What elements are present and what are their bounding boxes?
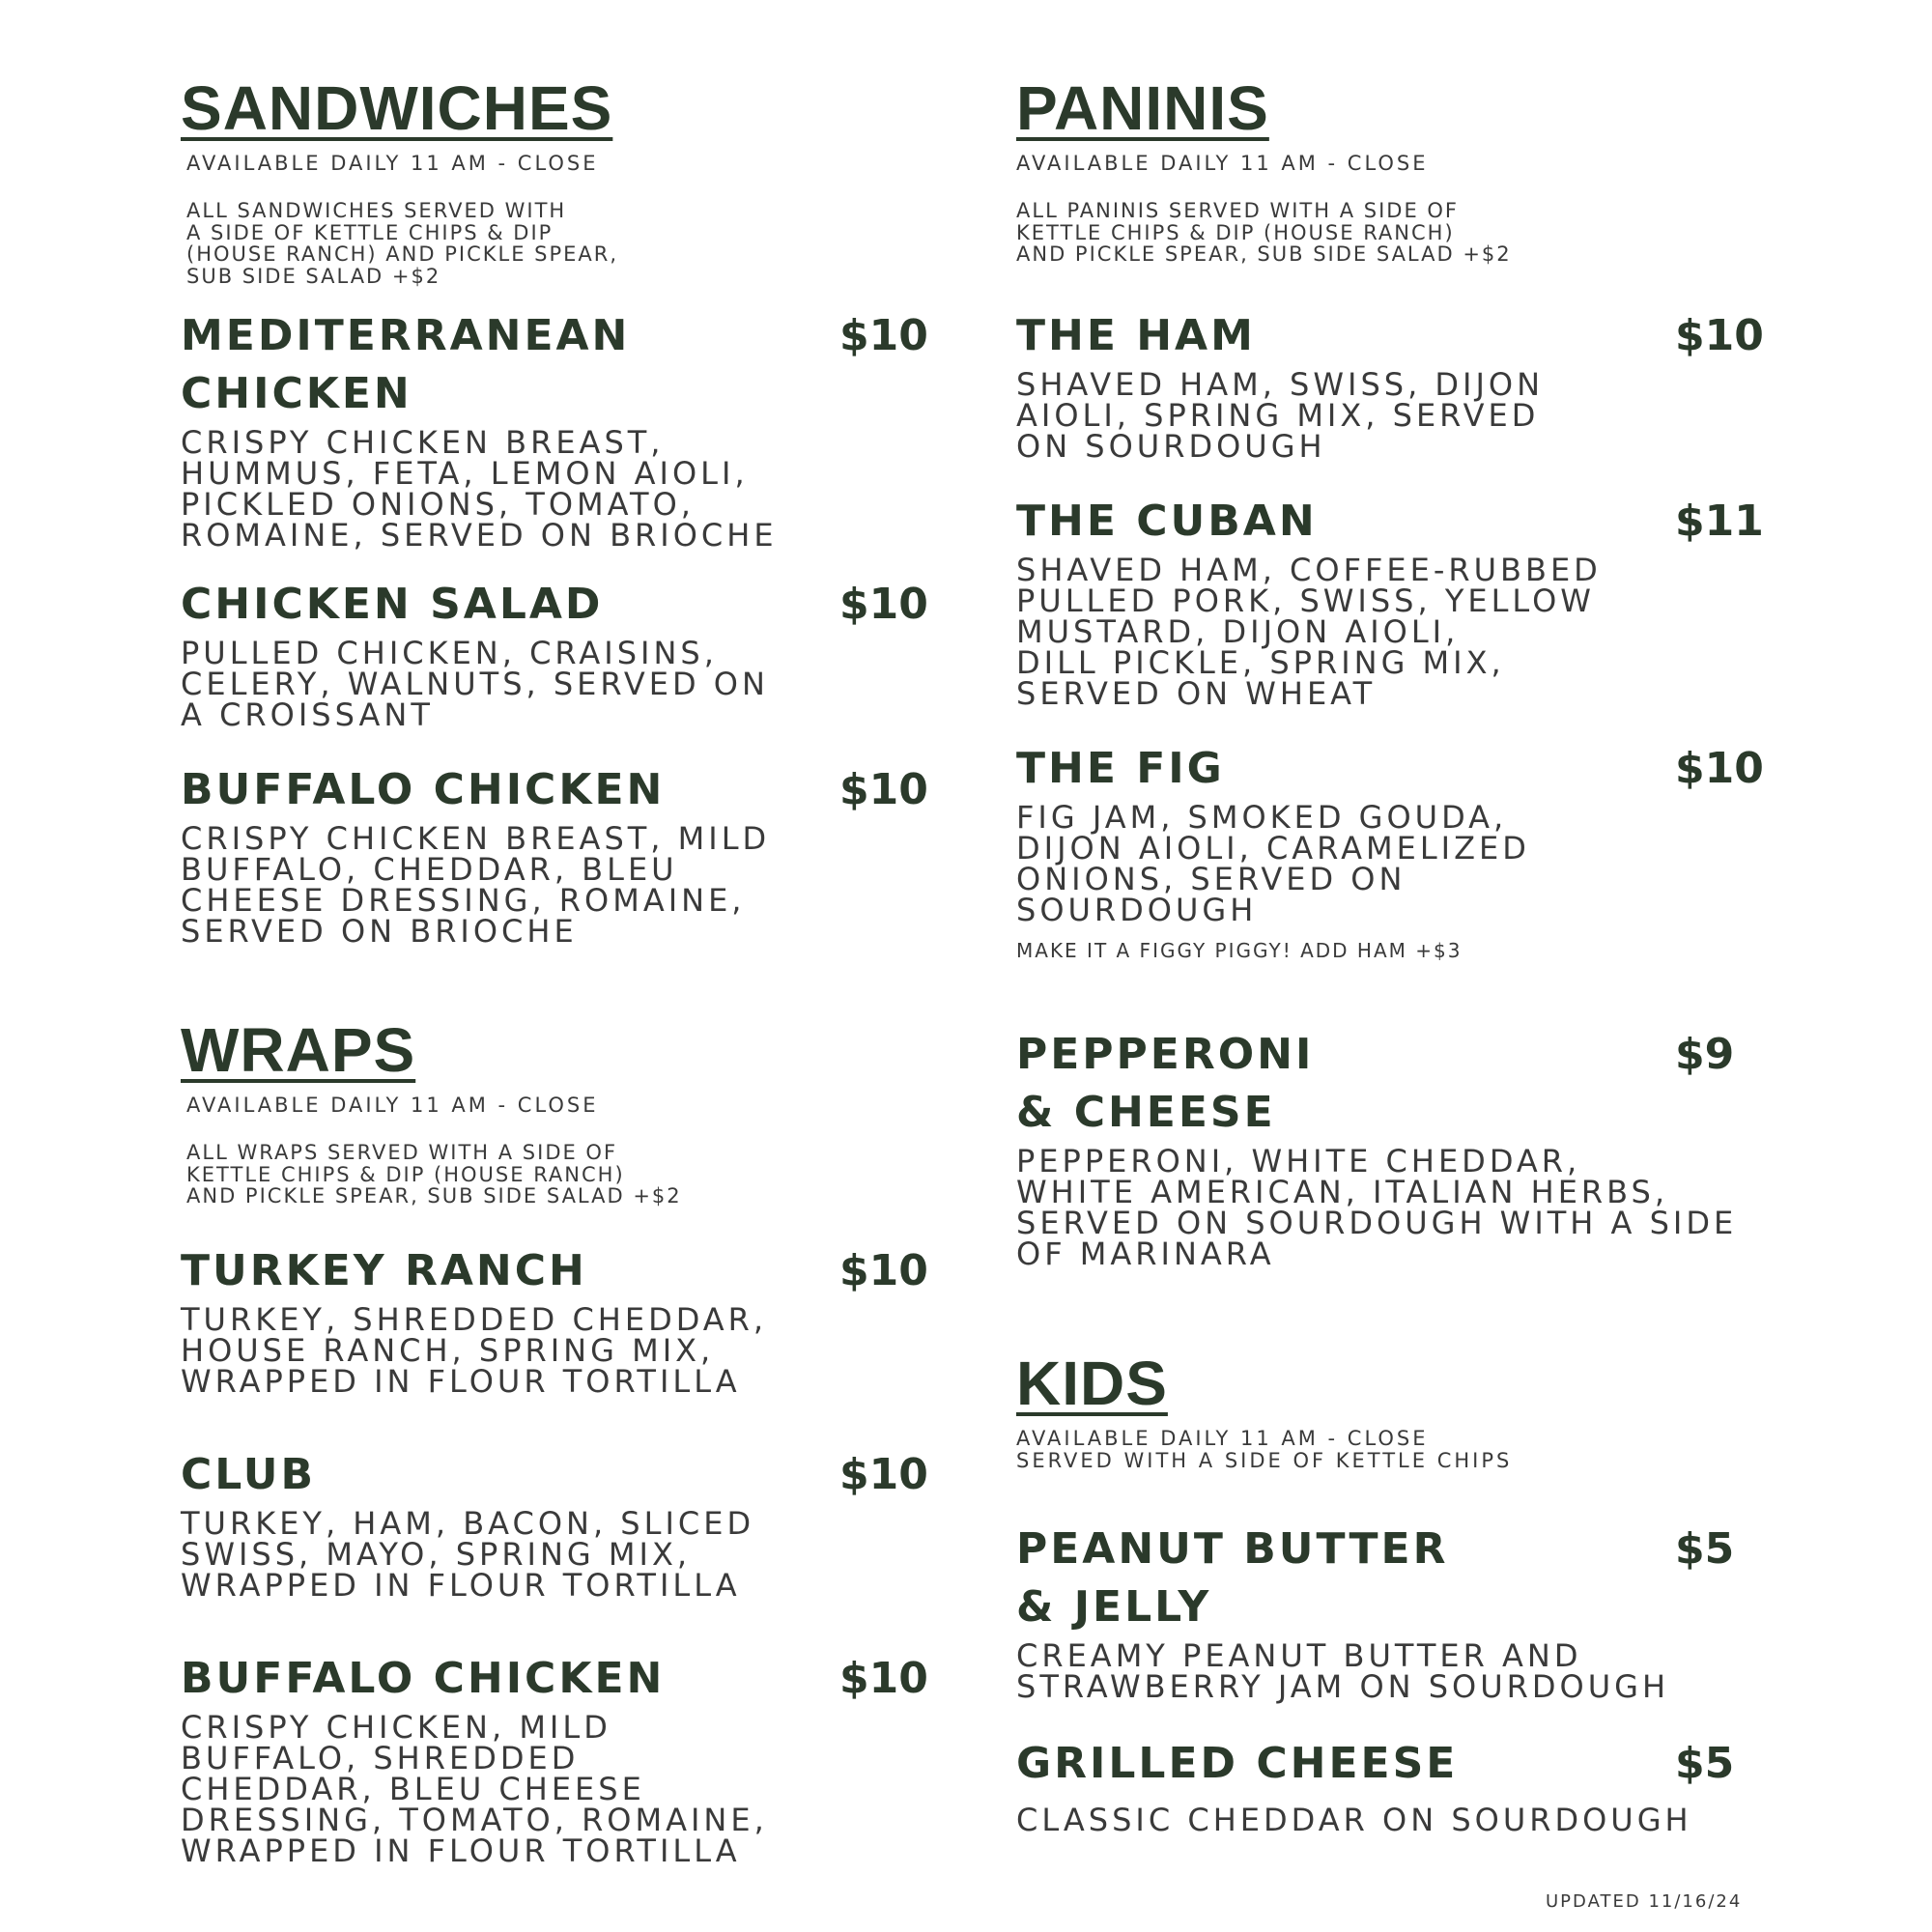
paninis-title: PANINIS <box>1016 73 1269 143</box>
updated-date: UPDATED 11/16/24 <box>1546 1891 1743 1912</box>
kids-title: KIDS <box>1016 1349 1168 1418</box>
kids-availability: AVAILABLE DAILY 11 AM - CLOSE SERVED WITH A SIDE OF KETTLE CHIPS <box>1016 1427 1513 1473</box>
paninis-section <box>1016 73 1512 267</box>
item-description: TURKEY, SHREDDED CHEDDAR, HOUSE RANCH, SPRING MIX, WRAPPED IN FLOUR TORTILLA <box>181 1301 768 1400</box>
item-price: $11 <box>1675 497 1764 546</box>
item-price: $10 <box>839 1246 928 1295</box>
paninis-availability: AVAILABLE DAILY 11 AM - CLOSE <box>1016 152 1429 175</box>
menu-item-grilled-cheese <box>1016 1735 1770 1838</box>
item-price: $5 <box>1675 1524 1735 1574</box>
sandwiches-title: SANDWICHES <box>181 73 613 143</box>
menu-item-buffalo-chicken-wrap <box>181 1650 928 1869</box>
item-description: PEPPERONI, WHITE CHEDDAR, WHITE AMERICAN, ITALIAN HERBS, SERVED ON SOURDOUGH WITH A SIDE OF MARINARA <box>1016 1143 1738 1272</box>
item-name: BUFFALO CHICKEN <box>181 1654 666 1703</box>
item-price: $5 <box>1675 1739 1735 1788</box>
menu-item-the-cuban <box>1016 493 1770 712</box>
item-price: $10 <box>839 1450 928 1499</box>
item-name: BUFFALO CHICKEN <box>181 765 666 814</box>
wraps-note: ALL WRAPS SERVED WITH A SIDE OF KETTLE CHIPS & DIP (HOUSE RANCH) AND PICKLE SPEAR, SUB SIDE SALAD +$2 <box>186 1141 682 1208</box>
item-name: THE HAM <box>1016 311 1256 360</box>
item-description: SHAVED HAM, SWISS, DIJON AIOLI, SPRING MIX, SERVED ON SOURDOUGH <box>1016 366 1545 465</box>
item-name: GRILLED CHEESE <box>1016 1739 1459 1788</box>
item-name: PEANUT BUTTER & JELLY <box>1016 1524 1449 1632</box>
sandwiches-section <box>181 73 619 289</box>
item-description: FIG JAM, SMOKED GOUDA, DIJON AIOLI, CARAMELIZED ONIONS, SERVED ON SOURDOUGH <box>1016 799 1530 928</box>
menu-item-the-fig <box>1016 740 1770 962</box>
item-description: CRISPY CHICKEN BREAST, MILD BUFFALO, CHEDDAR, BLEU CHEESE DRESSING, ROMAINE, SERVED ON BRIOCHE <box>181 820 771 950</box>
item-description: CLASSIC CHEDDAR ON SOURDOUGH <box>1016 1802 1692 1838</box>
item-name: THE FIG <box>1016 744 1225 793</box>
item-name: THE CUBAN <box>1016 497 1318 546</box>
item-description: CRISPY CHICKEN BREAST, HUMMUS, FETA, LEMON AIOLI, PICKLED ONIONS, TOMATO, ROMAINE, SERVED ON BRIOCHE <box>181 424 778 554</box>
item-price: $10 <box>839 580 928 629</box>
item-price: $10 <box>839 311 928 360</box>
item-price: $10 <box>1675 311 1764 360</box>
menu-item-the-ham <box>1016 307 1770 465</box>
menu-item-buffalo-chicken-sandwich <box>181 761 928 950</box>
kids-section <box>1016 1349 1513 1473</box>
item-name: MEDITERRANEAN CHICKEN <box>181 311 631 418</box>
menu-item-turkey-ranch <box>181 1242 928 1400</box>
sandwiches-note: ALL SANDWICHES SERVED WITH A SIDE OF KETTLE CHIPS & DIP (HOUSE RANCH) AND PICKLE SPEAR, SUB SIDE SALAD +$2 <box>186 199 619 289</box>
sandwiches-availability: AVAILABLE DAILY 11 AM - CLOSE <box>186 152 599 175</box>
item-name: TURKEY RANCH <box>181 1246 587 1295</box>
wraps-availability: AVAILABLE DAILY 11 AM - CLOSE <box>186 1094 599 1117</box>
item-name: PEPPERONI & CHEESE <box>1016 1030 1315 1137</box>
paninis-note: ALL PANINIS SERVED WITH A SIDE OF KETTLE CHIPS & DIP (HOUSE RANCH) AND PICKLE SPEAR, SUB SIDE SALAD +$2 <box>1016 199 1512 267</box>
menu-item-peanut-butter-jelly <box>1016 1520 1770 1705</box>
item-addon-note: MAKE IT A FIGGY PIGGY! ADD HAM +$3 <box>1016 939 1463 962</box>
item-description: TURKEY, HAM, BACON, SLICED SWISS, MAYO, SPRING MIX, WRAPPED IN FLOUR TORTILLA <box>181 1505 755 1604</box>
wraps-title: WRAPS <box>181 1015 416 1085</box>
item-description: CRISPY CHICKEN, MILD BUFFALO, SHREDDED CHEDDAR, BLEU CHEESE DRESSING, TOMATO, ROMAINE, WRAPPED IN FLOUR TORTILLA <box>181 1709 768 1869</box>
menu-item-pepperoni-cheese <box>1016 1026 1770 1272</box>
item-price: $10 <box>839 1654 928 1703</box>
item-description: CREAMY PEANUT BUTTER AND STRAWBERRY JAM ON SOURDOUGH <box>1016 1637 1669 1705</box>
item-price: $10 <box>1675 744 1764 793</box>
menu-item-club <box>181 1446 928 1604</box>
menu-item-chicken-salad <box>181 576 928 733</box>
item-name: CHICKEN SALAD <box>181 580 604 629</box>
item-description: PULLED CHICKEN, CRAISINS, CELERY, WALNUTS, SERVED ON A CROISSANT <box>181 635 769 733</box>
menu-item-mediterranean-chicken <box>181 307 928 554</box>
item-description: SHAVED HAM, COFFEE-RUBBED PULLED PORK, SWISS, YELLOW MUSTARD, DIJON AIOLI, DILL PICKLE, SPRING MIX, SERVED ON WHEAT <box>1016 552 1602 712</box>
item-price: $9 <box>1675 1030 1735 1079</box>
item-name: CLUB <box>181 1450 317 1499</box>
wraps-section <box>181 1015 682 1208</box>
item-price: $10 <box>839 765 928 814</box>
